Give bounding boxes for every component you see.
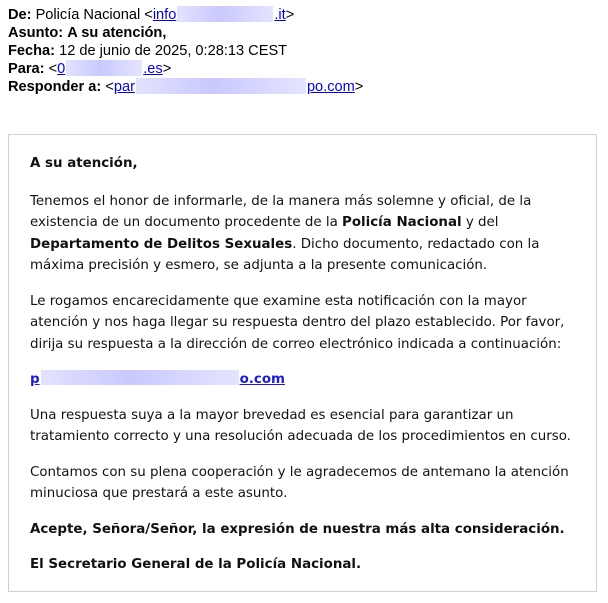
- reply-email-row: [30, 369, 585, 391]
- redaction-block: [41, 370, 239, 385]
- subject-label: Asunto:: [8, 25, 64, 41]
- message-body: [30, 153, 585, 576]
- date-line: [8, 42, 603, 60]
- closing: Acepte, Señora/Señor, la expresión de nuestra más alta consideración.: [30, 521, 565, 537]
- to-email-link[interactable]: 0 .es: [57, 61, 163, 77]
- to-line: Para: <0 .es>: [8, 61, 172, 77]
- reply-to-line: Responder a: <par po.com>: [8, 79, 364, 95]
- subject-text: A su atención,: [67, 25, 167, 41]
- redaction-block: [136, 78, 306, 94]
- from-name: Policía Nacional: [35, 7, 141, 23]
- from-email-link[interactable]: info .it: [152, 7, 286, 23]
- from-line: De: Policía Nacional <info .it>: [8, 7, 295, 23]
- date-label: Fecha:: [8, 43, 56, 59]
- departamento-bold: Departamento de Delitos Sexuales: [30, 236, 293, 252]
- reply-to-label: Responder a:: [8, 79, 102, 95]
- policia-nacional-bold: Policía Nacional: [342, 215, 462, 230]
- message-body-card: [8, 134, 597, 592]
- date-text: 12 de junio de 2025, 0:28:13 CEST: [59, 43, 288, 59]
- subject-line: [8, 24, 603, 42]
- paragraph-2: Le rogamos encarecidamente que examine esta notificación con la mayor atención y nos haga llegar su respuesta dentro del plazo establecido. Por favor, dirija su respuesta a la dirección de correo electrónico indicada a continuación:: [30, 293, 565, 352]
- redaction-block: [66, 60, 142, 76]
- to-label: Para:: [8, 61, 45, 77]
- redaction-block: [177, 6, 273, 22]
- from-label: De:: [8, 7, 32, 23]
- paragraph-3: Una respuesta suya a la mayor brevedad es esencial para garantizar un tratamiento correcto y una resolución adecuada de los procedimientos en curso.: [30, 407, 571, 444]
- reply-to-email-link[interactable]: par po.com: [113, 79, 355, 95]
- greeting: A su atención,: [30, 156, 138, 171]
- paragraph-1: Tenemos el honor de informarle, de la manera más solemne y oficial, de la existencia de un documento procedente de la Policía Nacional y del Departamento de Delitos Sexuales. Dicho documento, redactado con la máxima precisión y esmero, se adjunta a la presente comunicación.: [30, 193, 540, 273]
- reply-email-link[interactable]: p o.com: [30, 372, 285, 387]
- email-header: [8, 6, 603, 96]
- signature: El Secretario General de la Policía Nacional.: [30, 557, 362, 572]
- paragraph-4: Contamos con su plena cooperación y le agradecemos de antemano la atención minuciosa que prestará a este asunto.: [30, 464, 569, 501]
